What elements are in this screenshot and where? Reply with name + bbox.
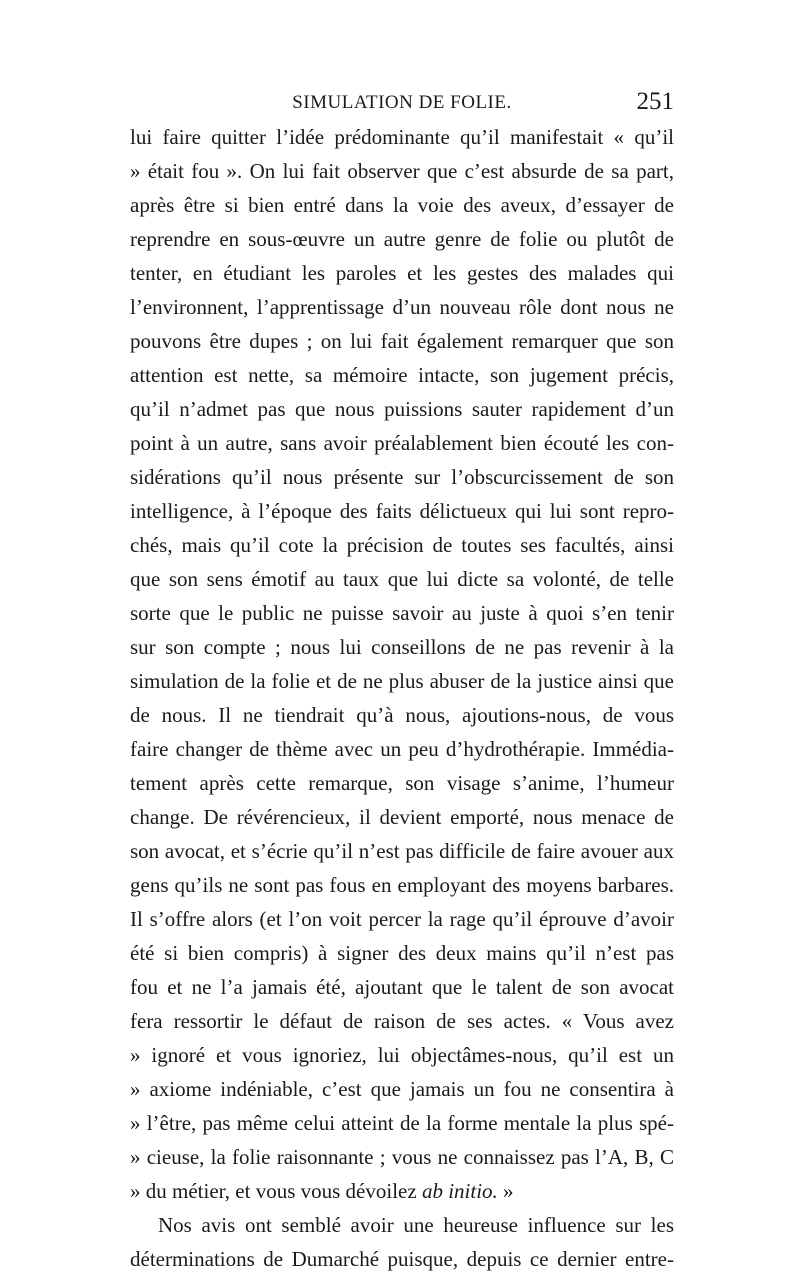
text-line: que son sens émotif au taux que lui dicte sa volonté, de telle <box>130 567 674 591</box>
text-line: fera ressortir le défaut de raison de ses actes. « Vous avez <box>130 1009 674 1033</box>
running-header <box>130 88 674 118</box>
text-segment: » du métier, et vous vous dévoilez <box>130 1179 422 1203</box>
text-line: lui faire quitter l’idée prédominante qu’il manifestait « qu’il <box>130 125 674 149</box>
text-line: » cieuse, la folie raisonnante ; vous ne connaissez pas l’A, B, C <box>130 1145 674 1169</box>
text-line: » était fou ». On lui fait observer que c’est absurde de sa part, <box>130 159 674 183</box>
text-line: pouvons être dupes ; on lui fait également remarquer que son <box>130 329 674 353</box>
text-line: sorte que le public ne puisse savoir au juste à quoi s’en tenir <box>130 601 674 625</box>
text-line: été si bien compris) à signer des deux mains qu’il n’est pas <box>130 941 674 965</box>
text-line: reprendre en sous-œuvre un autre genre de folie ou plutôt de <box>130 227 674 251</box>
text-line: gens qu’ils ne sont pas fous en employant des moyens barbares. <box>130 873 674 897</box>
text-line: intelligence, à l’époque des faits délictueux qui lui sont repro- <box>130 499 674 523</box>
text-line: » l’être, pas même celui atteint de la forme mentale la plus spé- <box>130 1111 674 1135</box>
text-line: tement après cette remarque, son visage s’anime, l’humeur <box>130 771 674 795</box>
text-line: qu’il n’admet pas que nous puissions sauter rapidement d’un <box>130 397 674 421</box>
text-line: son avocat, et s’écrie qu’il n’est pas difficile de faire avouer aux <box>130 839 674 863</box>
body-text <box>130 120 674 1276</box>
page-number: 251 <box>636 88 674 115</box>
paragraph-first-line: Nos avis ont semblé avoir une heureuse influence sur les <box>158 1213 674 1237</box>
text-line: fou et ne l’a jamais été, ajoutant que le talent de son avocat <box>130 975 674 999</box>
text-line: attention est nette, sa mémoire intacte, son jugement précis, <box>130 363 674 387</box>
text-line-paragraph-end <box>130 1174 674 1208</box>
text-segment: » <box>497 1179 514 1203</box>
text-line: » ignoré et vous ignoriez, lui objectâmes-nous, qu’il est un <box>130 1043 674 1067</box>
text-line: change. De révérencieux, il devient emporté, nous menace de <box>130 805 674 829</box>
text-line: déterminations de Dumarché puisque, depuis ce dernier entre- <box>130 1247 674 1271</box>
latin-phrase: ab initio. <box>421 1179 498 1203</box>
running-title: SIMULATION DE FOLIE. <box>292 92 512 113</box>
text-line: l’environnent, l’apprentissage d’un nouveau rôle dont nous ne <box>130 295 674 319</box>
text-line: » axiome indéniable, c’est que jamais un fou ne consentira à <box>130 1077 674 1101</box>
text-line: après être si bien entré dans la voie des aveux, d’essayer de <box>130 193 674 217</box>
text-line: Il s’offre alors (et l’on voit percer la rage qu’il éprouve d’avoir <box>130 907 674 931</box>
text-line: faire changer de thème avec un peu d’hydrothérapie. Immédia- <box>130 737 674 761</box>
text-line: simulation de la folie et de ne plus abuser de la justice ainsi que <box>130 669 674 693</box>
text-line: point à un autre, sans avoir préalablement bien écouté les con- <box>130 431 674 455</box>
text-line: de nous. Il ne tiendrait qu’à nous, ajoutions-nous, de vous <box>130 703 674 727</box>
text-line: sur son compte ; nous lui conseillons de ne pas revenir à la <box>130 635 674 659</box>
text-line: sidérations qu’il nous présente sur l’obscurcissement de son <box>130 465 674 489</box>
text-line: chés, mais qu’il cote la précision de toutes ses facultés, ainsi <box>130 533 674 557</box>
text-line: tenter, en étudiant les paroles et les gestes des malades qui <box>130 261 674 285</box>
